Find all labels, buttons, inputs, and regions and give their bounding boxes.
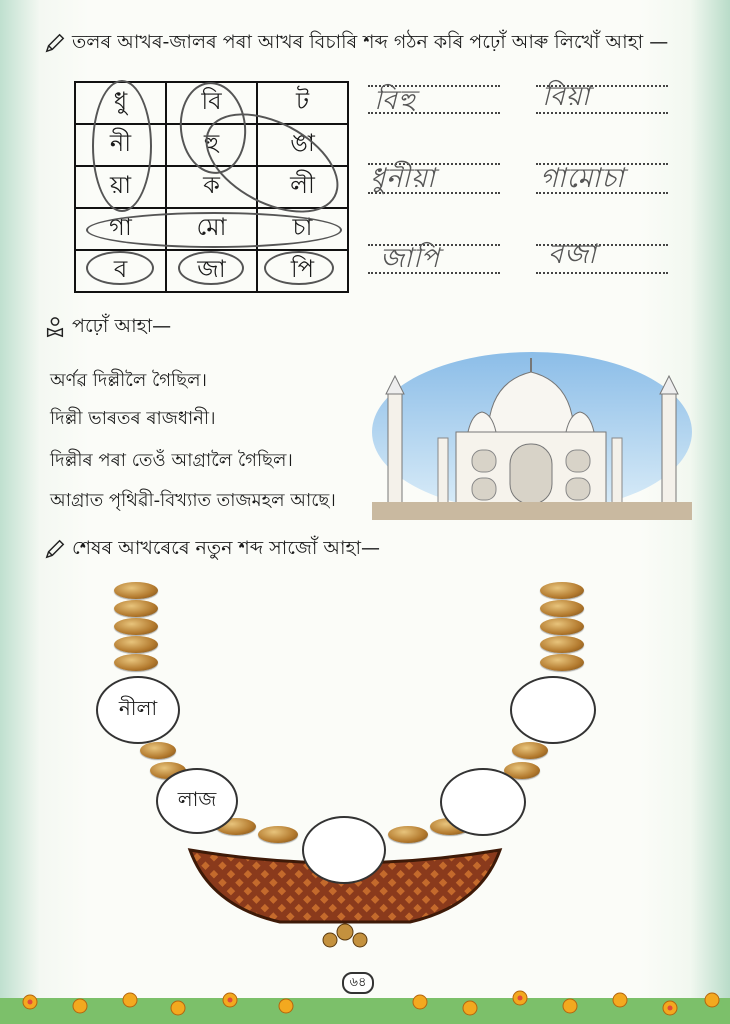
grid-cell: মো: [166, 208, 257, 250]
necklace-bead: [114, 618, 158, 635]
handwritten-word: গামোচা: [540, 163, 625, 194]
necklace-bead: [540, 618, 584, 635]
necklace-word-pearl[interactable]: [510, 676, 596, 744]
grid-cell: হু: [166, 124, 257, 166]
grid-cell: ধু: [75, 82, 166, 124]
grid-cell: গা: [75, 208, 166, 250]
grid-row: [75, 82, 348, 124]
instruction-text-1: তলৰ আখৰ-জালৰ পৰা আখৰ বিচাৰি শব্দ গঠন কৰি পঢ়োঁ আৰু লিখোঁ আহা —: [72, 31, 669, 53]
reading-sentence: অৰ্ণৱ দিল্লীলৈ গৈছিল।: [50, 370, 207, 391]
necklace-word-pearl: লাজ: [156, 768, 238, 834]
grid-row: [75, 250, 348, 292]
necklace-word-pearl: নীলা: [96, 676, 180, 744]
handwritten-word: বজা: [548, 239, 598, 270]
handwritten-word: বিয়া: [542, 81, 591, 112]
grid-cell: য়া: [75, 166, 166, 208]
necklace-bead: [140, 742, 176, 759]
grid-cell: ক: [166, 166, 257, 208]
necklace-bead: [540, 600, 584, 617]
handwritten-word: বিহু: [374, 85, 416, 116]
necklace-bead: [114, 654, 158, 671]
reading-sentence: দিল্লী ভাৰতৰ ৰাজধানী।: [50, 408, 216, 429]
necklace-bead: [540, 636, 584, 653]
page-number: ৬৪: [342, 972, 374, 994]
necklace-word-pearl[interactable]: [302, 816, 386, 884]
grid-row: [75, 124, 348, 166]
necklace-bead: [540, 654, 584, 671]
necklace-bead: [114, 600, 158, 617]
grid-cell: নী: [75, 124, 166, 166]
grid-cell: লী: [257, 166, 348, 208]
necklace-bead: [512, 742, 548, 759]
reading-child-icon: [44, 316, 66, 338]
grid-cell: ঙা: [257, 124, 348, 166]
pencil-icon: [44, 538, 66, 560]
grid-cell: জা: [166, 250, 257, 292]
instruction-text-2: পঢ়োঁ আহা—: [72, 315, 172, 337]
grid-cell: ট: [257, 82, 348, 124]
reading-sentence: আগ্ৰাত পৃথিৱী-বিখ্যাত তাজমহল আছে।: [50, 490, 336, 511]
necklace-word-pearl[interactable]: [440, 768, 526, 836]
instruction-heading-3: [44, 534, 380, 566]
pencil-icon: [44, 32, 66, 54]
grid-cell: ব: [75, 250, 166, 292]
grid-row: [75, 166, 348, 208]
necklace-bead: [114, 582, 158, 599]
handwritten-word: ধুনীয়া: [370, 163, 436, 194]
grid-row: [75, 208, 348, 250]
instruction-text-3: শেষৰ আখৰেৰে নতুন শব্দ সাজোঁ আহা—: [72, 537, 381, 559]
handwritten-word: জাপি: [380, 243, 441, 274]
instruction-heading-1: [44, 28, 668, 60]
reading-sentence: দিল্লীৰ পৰা তেওঁ আগ্ৰালৈ গৈছিল।: [50, 450, 293, 471]
necklace-bead: [114, 636, 158, 653]
grid-cell: পি: [257, 250, 348, 292]
instruction-heading-2: [44, 312, 171, 344]
necklace-bead: [540, 582, 584, 599]
letter-grid: [74, 81, 349, 293]
grid-cell: বি: [166, 82, 257, 124]
taj-mahal-illustration: [372, 352, 692, 520]
grid-cell: চা: [257, 208, 348, 250]
